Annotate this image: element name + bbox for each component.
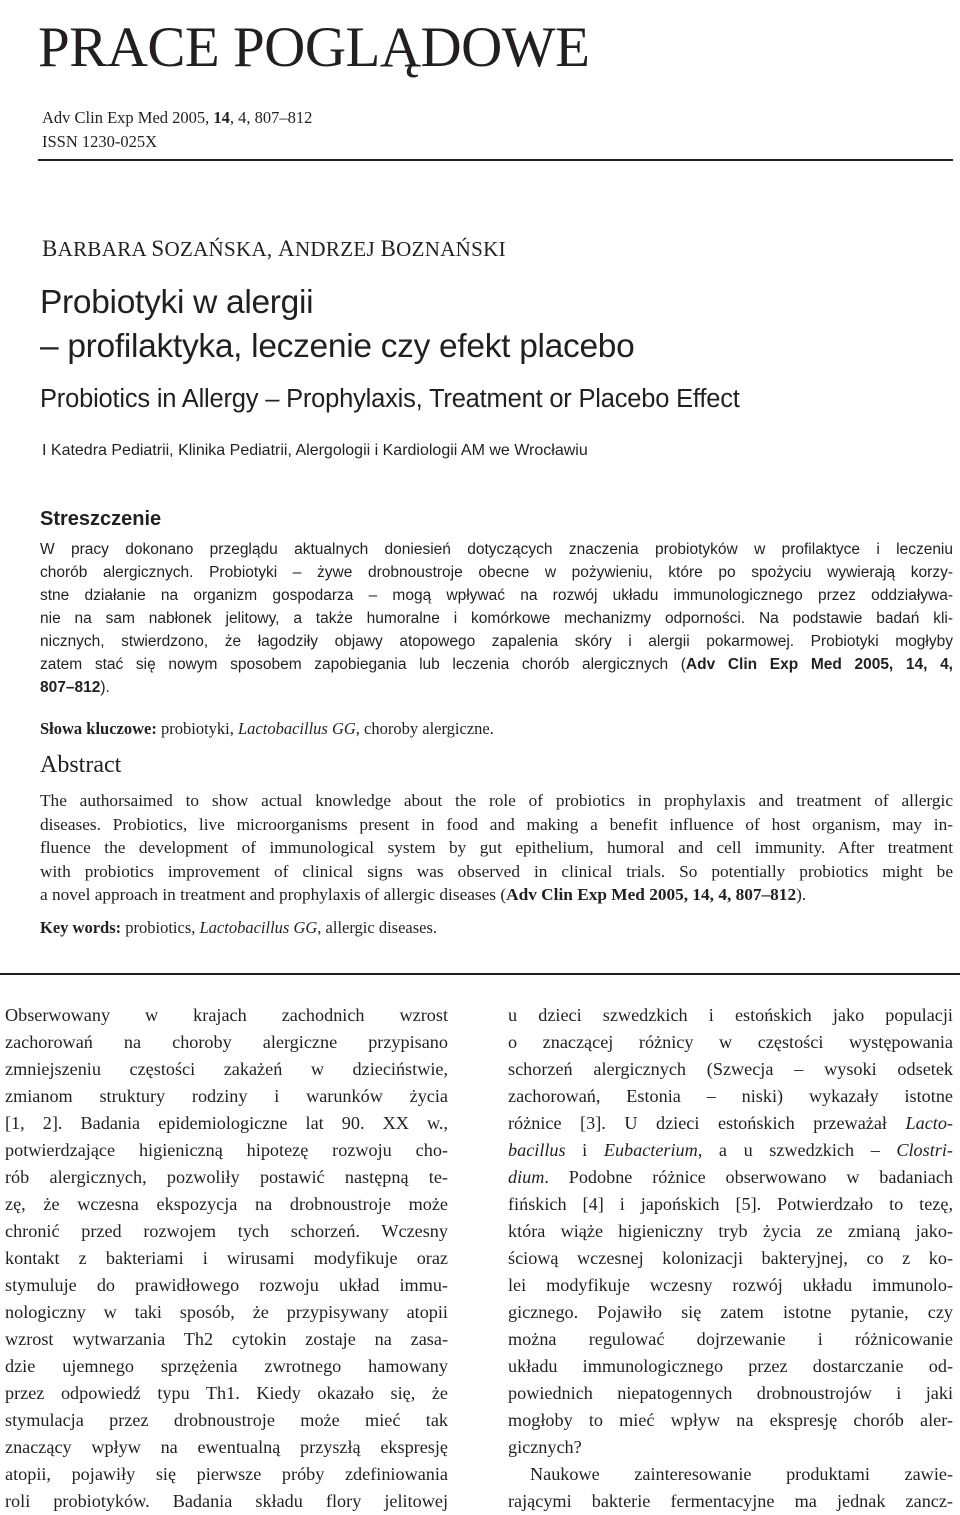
body-line: znaczący wpływ na ewentualną przyszłą ekspresję: [5, 1437, 448, 1457]
body-line: [508, 1164, 953, 1191]
keywords-en-italic: Lactobacillus GG: [199, 918, 318, 937]
body-line: fińskich [4] i japońskich [5]. Potwierdzało to tezę,: [508, 1194, 953, 1214]
body-line: [1, 2]. Badania epidemiologiczne lat 90. XX w.,: [5, 1113, 448, 1133]
keywords-en-pre: probiotics,: [121, 918, 200, 937]
body-line: zachorowań, Estonia – niski) wykazały istotne: [508, 1086, 953, 1106]
body-line: zmniejszeniu częstości zakażeń w dzieciństwie,: [5, 1059, 448, 1079]
abstract-line: with probiotics improvement of clinical signs was observed in clinical trials. So potentially probiotics might be: [40, 861, 953, 881]
author-1-last-rest: OZAŃSKA: [164, 237, 267, 261]
streszczenie-line: nie na sam nabłonek jelitowy, a także humoralne i komórkowe mechanizmy odporności. Na podstawie badań kli-: [40, 610, 953, 627]
body-text: i: [565, 1140, 604, 1160]
streszczenie-citation-tail: ).: [100, 679, 110, 696]
abstract-line: The authorsaimed to show actual knowledge about the role of probiotics in prophylaxis and treatment of allergic: [40, 791, 953, 810]
body-line: atopii, pojawiły się pierwsze próby zdefiniowania: [5, 1464, 448, 1484]
body-line: zę, że wczesna ekspozycja na drobnoustroje może: [5, 1194, 448, 1214]
body-line: mogłoby to mieć wpływ na ekspresję chorób aler-: [508, 1410, 953, 1430]
body-line: można regulować dojrzewanie i różnicowanie: [508, 1329, 953, 1349]
body-line: chronić przed rozwojem tych schorzeń. Wczesny: [5, 1221, 448, 1241]
abstract-line: fluence the development of immunological system by gut epithelium, humoral and cell immunity. After treatment: [40, 838, 953, 857]
body-italic: Clostri-: [896, 1140, 953, 1160]
body-line: zachorowań na choroby alergiczne przypisano: [5, 1032, 448, 1052]
keywords-en: [40, 916, 437, 940]
author-2-last-initial: B: [380, 236, 397, 261]
abstract-line-text: a novel approach in treatment and prophylaxis of allergic diseases (: [40, 885, 507, 904]
body-line: [508, 1137, 953, 1164]
streszczenie-line-text: zatem stać się nowym sposobem zapobiegania lub leczenia chorób alergicznych (: [40, 656, 686, 673]
body-text: różnice [3]. U dzieci estońskich przeważał: [508, 1113, 906, 1133]
citation-volume: 14: [213, 108, 230, 127]
body-line: [508, 1110, 953, 1137]
streszczenie-line-cite: [40, 653, 953, 676]
body-line: Naukowe zainteresowanie produktami zawie-: [530, 1464, 953, 1484]
streszczenie-line: stne działanie na organizm gospodarza – mogą wpływać na rozwój układu immunologicznego przez oddziaływa-: [40, 587, 953, 604]
body-column-right: [508, 1002, 953, 1515]
header-rule: [38, 159, 953, 161]
keywords-pl: [40, 717, 494, 741]
author-1-last-initial: S: [151, 236, 165, 261]
streszczenie-line-last: [40, 676, 953, 699]
body-line: wzrost wytwarzania Th2 cytokin zostaje na zasa-: [5, 1329, 448, 1349]
abstract-citation: Adv Clin Exp Med 2005, 14, 4, 807–812: [506, 885, 797, 904]
body-line: dzie ujemnego sprzężenia zwrotnego hamowany: [5, 1356, 448, 1376]
body-line: kontakt z bakteriami i wirusami modyfikuje oraz: [5, 1248, 448, 1268]
body-line: schorzeń alergicznych (Szwecja – wysoki odsetek: [508, 1059, 953, 1079]
issn: ISSN 1230-025X: [42, 132, 158, 151]
abstract-heading: Abstract: [40, 752, 122, 778]
citation-prefix: Adv Clin Exp Med 2005,: [42, 108, 214, 127]
body-italic: Lacto-: [905, 1113, 953, 1133]
body-line: u dzieci szwedzkich i estońskich jako populacji: [508, 1005, 953, 1025]
body-line: nologiczny w taki sposób, że przypisywany atopii: [5, 1302, 448, 1322]
citation-suffix: , 4, 807–812: [229, 108, 313, 127]
body-line: rób alergicznych, pozwoliły postawić następną te-: [5, 1167, 448, 1187]
body-italic: Eubacterium: [603, 1140, 698, 1160]
keywords-en-post: , allergic diseases.: [317, 918, 438, 937]
section-label: PRACE POGLĄDOWE: [38, 16, 590, 79]
body-line: lei modyfikuje wczesny rozwój układu immunolo-: [508, 1275, 953, 1295]
keywords-pl-italic: Lactobacillus GG: [238, 719, 356, 738]
body-line: stymuluje do prawidłowego rozwoju układ immu-: [5, 1275, 448, 1295]
keywords-pl-post: , choroby alergiczne.: [355, 719, 494, 738]
body-column-left: [5, 1002, 448, 1515]
body-line: ściową wczesnej kolonizacji bakteryjnej, co z ko-: [508, 1248, 953, 1268]
streszczenie-heading: Streszczenie: [40, 508, 162, 530]
author-2-first-initial: A: [278, 236, 295, 261]
body-text: , a u szwedzkich –: [697, 1140, 897, 1160]
keywords-pl-pre: probiotyki,: [156, 719, 238, 738]
journal-citation: [42, 106, 312, 130]
body-line: gicznego. Pojawiło się zatem istotne pytanie, czy: [508, 1302, 953, 1322]
body-line: gicznych?: [508, 1437, 582, 1457]
streszczenie-citation-pages: 807–812: [40, 679, 101, 696]
author-2-first-rest: NDRZEJ: [294, 237, 375, 261]
body-line: powiednich niepatogennych drobnoustrojów i jaki: [508, 1383, 953, 1403]
author-1-first-initial: B: [42, 236, 58, 261]
body-line: o znaczącej różnicy w częstości występowania: [508, 1032, 953, 1052]
title-pl-line-1: Probiotyki w alergii: [40, 284, 314, 321]
abstract-body: [40, 789, 953, 907]
body-italic: bacillus: [508, 1140, 566, 1160]
streszczenie-line: chorób alergicznych. Probiotyki – żywe drobnoustroje obecne w pożywieniu, które po spożyciu wywierają korzy-: [40, 564, 953, 581]
abstract-line-cite: [40, 883, 953, 907]
authors-separator: ,: [266, 237, 279, 261]
section-divider: [0, 973, 960, 975]
body-line: stymulacja przez drobnoustroje może mieć tak: [5, 1410, 448, 1430]
body-line: przez odpowiedź typu Th1. Kiedy okazało się, że: [5, 1383, 448, 1403]
author-2-last-rest: OZNAŃSKI: [396, 237, 506, 261]
title-pl-line-2: – profilaktyka, leczenie czy efekt placebo: [40, 328, 635, 365]
body-text: . Podobne różnice obserwowano w badaniach: [544, 1167, 953, 1187]
abstract-citation-tail: ).: [796, 885, 807, 904]
streszczenie-body: [40, 538, 953, 699]
body-italic: dium: [508, 1167, 545, 1187]
body-line: potwierdzające higieniczną hipotezę rozwoju cho-: [5, 1140, 448, 1160]
authors-line: [42, 236, 506, 262]
keywords-en-label: Key words:: [40, 918, 122, 937]
body-line: Obserwowany w krajach zachodnich wzrost: [5, 1005, 448, 1025]
body-line: rającymi bakterie fermentacyjne ma jednak zancz-: [508, 1491, 953, 1511]
streszczenie-line: nicznych, stwierdzono, że łagodziły objawy atopowego zapalenia skóry i alergii pokarmowej. Probiotyki mogłyby: [40, 633, 953, 650]
body-line: która wiąże higieniczny tryb życia ze zmianą jako-: [508, 1221, 953, 1241]
body-line: zmianom struktury rodziny i warunków życia: [5, 1086, 448, 1106]
body-line: roli probiotyków. Badania składu flory jelitowej: [5, 1491, 448, 1511]
streszczenie-line: W pracy dokonano przeglądu aktualnych doniesień dotyczących znaczenia probiotyków w profilaktyce i leczeniu: [40, 541, 953, 558]
streszczenie-citation: Adv Clin Exp Med 2005, 14, 4,: [685, 656, 953, 673]
keywords-pl-label: Słowa kluczowe:: [40, 719, 157, 738]
body-line: układu immunologicznego przez dostarczanie od-: [508, 1356, 953, 1376]
affiliation: I Katedra Pediatrii, Klinika Pediatrii, Alergologii i Kardiologii AM we Wrocławiu: [42, 442, 588, 459]
title-en: Probiotics in Allergy – Prophylaxis, Treatment or Placebo Effect: [40, 385, 740, 413]
author-1-first-rest: ARBARA: [57, 237, 146, 261]
abstract-line: diseases. Probiotics, live microorganisms present in food and making a benefit influence of host organism, may in-: [40, 814, 953, 834]
